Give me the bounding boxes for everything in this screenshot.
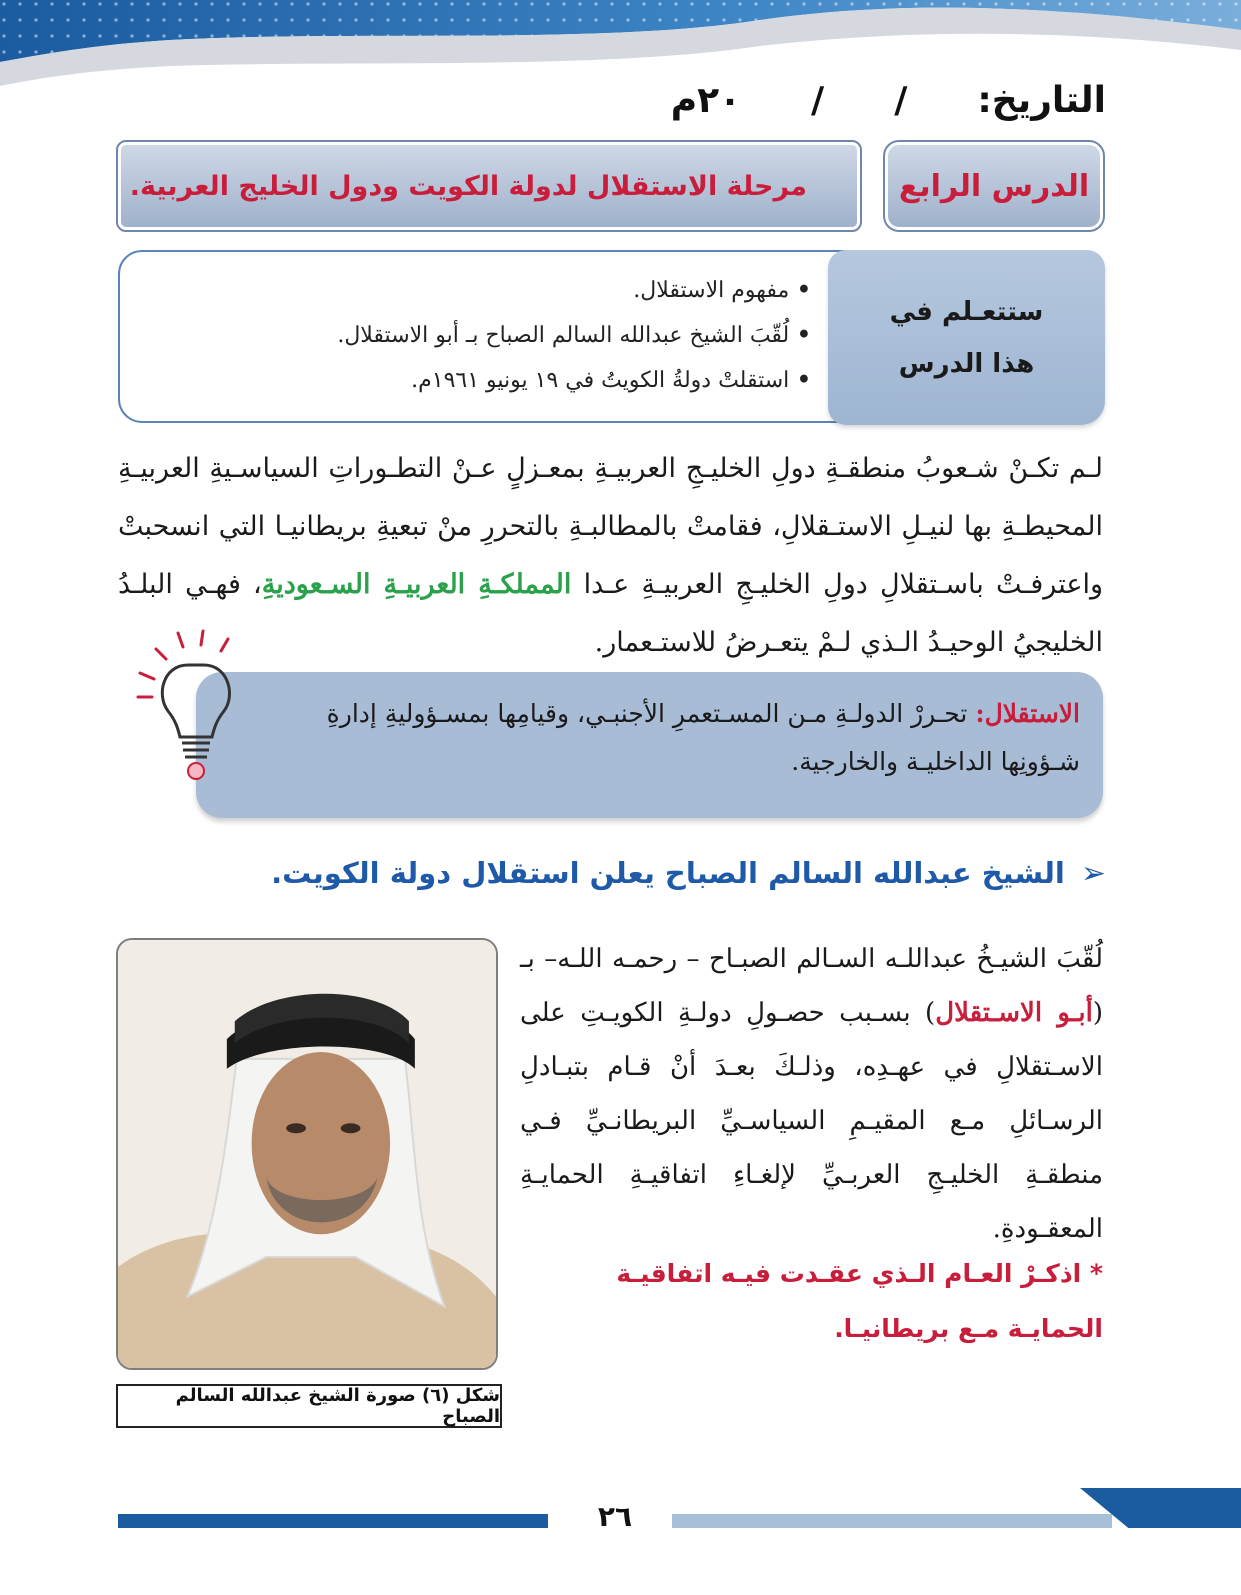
- date-label: التاريخ:: [977, 79, 1106, 121]
- definition-text: [250, 690, 1080, 786]
- learning-objectives-tab: [828, 250, 1105, 425]
- date-row: [106, 70, 1106, 130]
- footer-bar-right: [672, 1514, 1112, 1528]
- learning-tab-line: هذا الدرس: [898, 348, 1035, 379]
- paragraph-text: ، فهـي البلـدُ الخليجيُ الوحيـدُ الـذي لـمْ يتعـرضُ للاستـعمار.: [118, 569, 1103, 658]
- learning-tab-line: ستتعـلم في: [889, 296, 1044, 327]
- portrait-photo: [116, 938, 498, 1370]
- definition-body: تحـررْ الدولـةِ مـن المسـتعمرِ الأجنبـي، وقيامِها بمسـؤوليةِ إدارةِ شـؤونِها الداخليـة والخارجية.: [326, 699, 1080, 776]
- lightbulb-icon: [128, 625, 258, 790]
- lesson-title-box: [118, 142, 860, 230]
- lesson-number-box: [885, 142, 1103, 230]
- nickname-highlight: أبـو الاسـتقلال: [935, 998, 1093, 1028]
- section-heading: [206, 848, 1106, 898]
- paragraph-text: لـم تكـنْ شـعوبُ منطقـةِ دولِ الخليـجِ العربيـةِ بمعـزلٍ عـنْ التطـوراتِ السياسـيةِ العربيـةِ المحيطـةِ بها لنيـلِ الاستـقلالِ، فقامتْ بالمطالبـةِ بالتحررِ منْ تبعيةِ بريطانيـا التي انسحبتْ واعترفـتْ باسـتقلالِ دولِ الخليـجِ العربيـةِ عـدا: [118, 453, 1103, 600]
- body-paragraph: [520, 932, 1103, 1256]
- page-number: ٢٦: [597, 1500, 633, 1533]
- paragraph-text: ) بسـبب حصـولِ دولـةِ الكويـتِ على الاسـتقلالِ في عهـدِه، وذلـكَ بعـدَ أنْ قـام بتبـادلِ الرسـائلِ مـع المقيـمِ السياسـيِّ البريطانـيِّ فـي منطقـةِ الخليـجِ العربـيِّ لإلغـاءِ اتفاقيـةِ الحمايـةِ المعقـودةِ.: [520, 998, 1103, 1244]
- date-separator: /: [894, 79, 908, 121]
- list-item: • مفهوم الاستقلال.: [251, 268, 811, 313]
- list-item: • استقلتْ دولةُ الكويتُ في ١٩ يونيو ١٩٦١م.: [251, 358, 811, 403]
- highlighted-term: المملكـةِ العربيـةِ السـعوديةِ: [261, 569, 572, 600]
- arrow-right-icon: ➢: [1080, 855, 1106, 891]
- figure-caption: شكل (٦) صورة الشيخ عبدالله السالم الصباح: [116, 1384, 502, 1428]
- footer-bar-left: [118, 1514, 548, 1528]
- portrait-illustration: [118, 940, 496, 1368]
- list-item: • لُقّبَ الشيخ عبدالله السالم الصباح بـ أبو الاستقلال.: [251, 313, 811, 358]
- definition-term: الاستقلال:: [975, 699, 1080, 728]
- date-separator: /: [811, 79, 825, 121]
- date-year: ٢٠م: [670, 79, 742, 121]
- paragraph-text: لُقّبَ الشيـخُ عبداللـه السـالم الصبـاح – رحمـه اللـه– بـ (: [520, 944, 1103, 1028]
- lesson-title: مرحلة الاستقلال لدولة الكويت ودول الخليج العربية.: [129, 170, 807, 202]
- learning-objectives-list: [251, 268, 811, 403]
- activity-question: * اذكـرْ العـام الـذي عقـدت فيـه اتفاقيـة الحمايـة مـع بريطانيـا.: [616, 1259, 1103, 1343]
- intro-paragraph: [118, 440, 1103, 672]
- section-heading-text: الشيخ عبدالله السالم الصباح يعلن استقلال دولة الكويت.: [271, 856, 1065, 890]
- lesson-number-label: الدرس الرابع: [898, 168, 1090, 204]
